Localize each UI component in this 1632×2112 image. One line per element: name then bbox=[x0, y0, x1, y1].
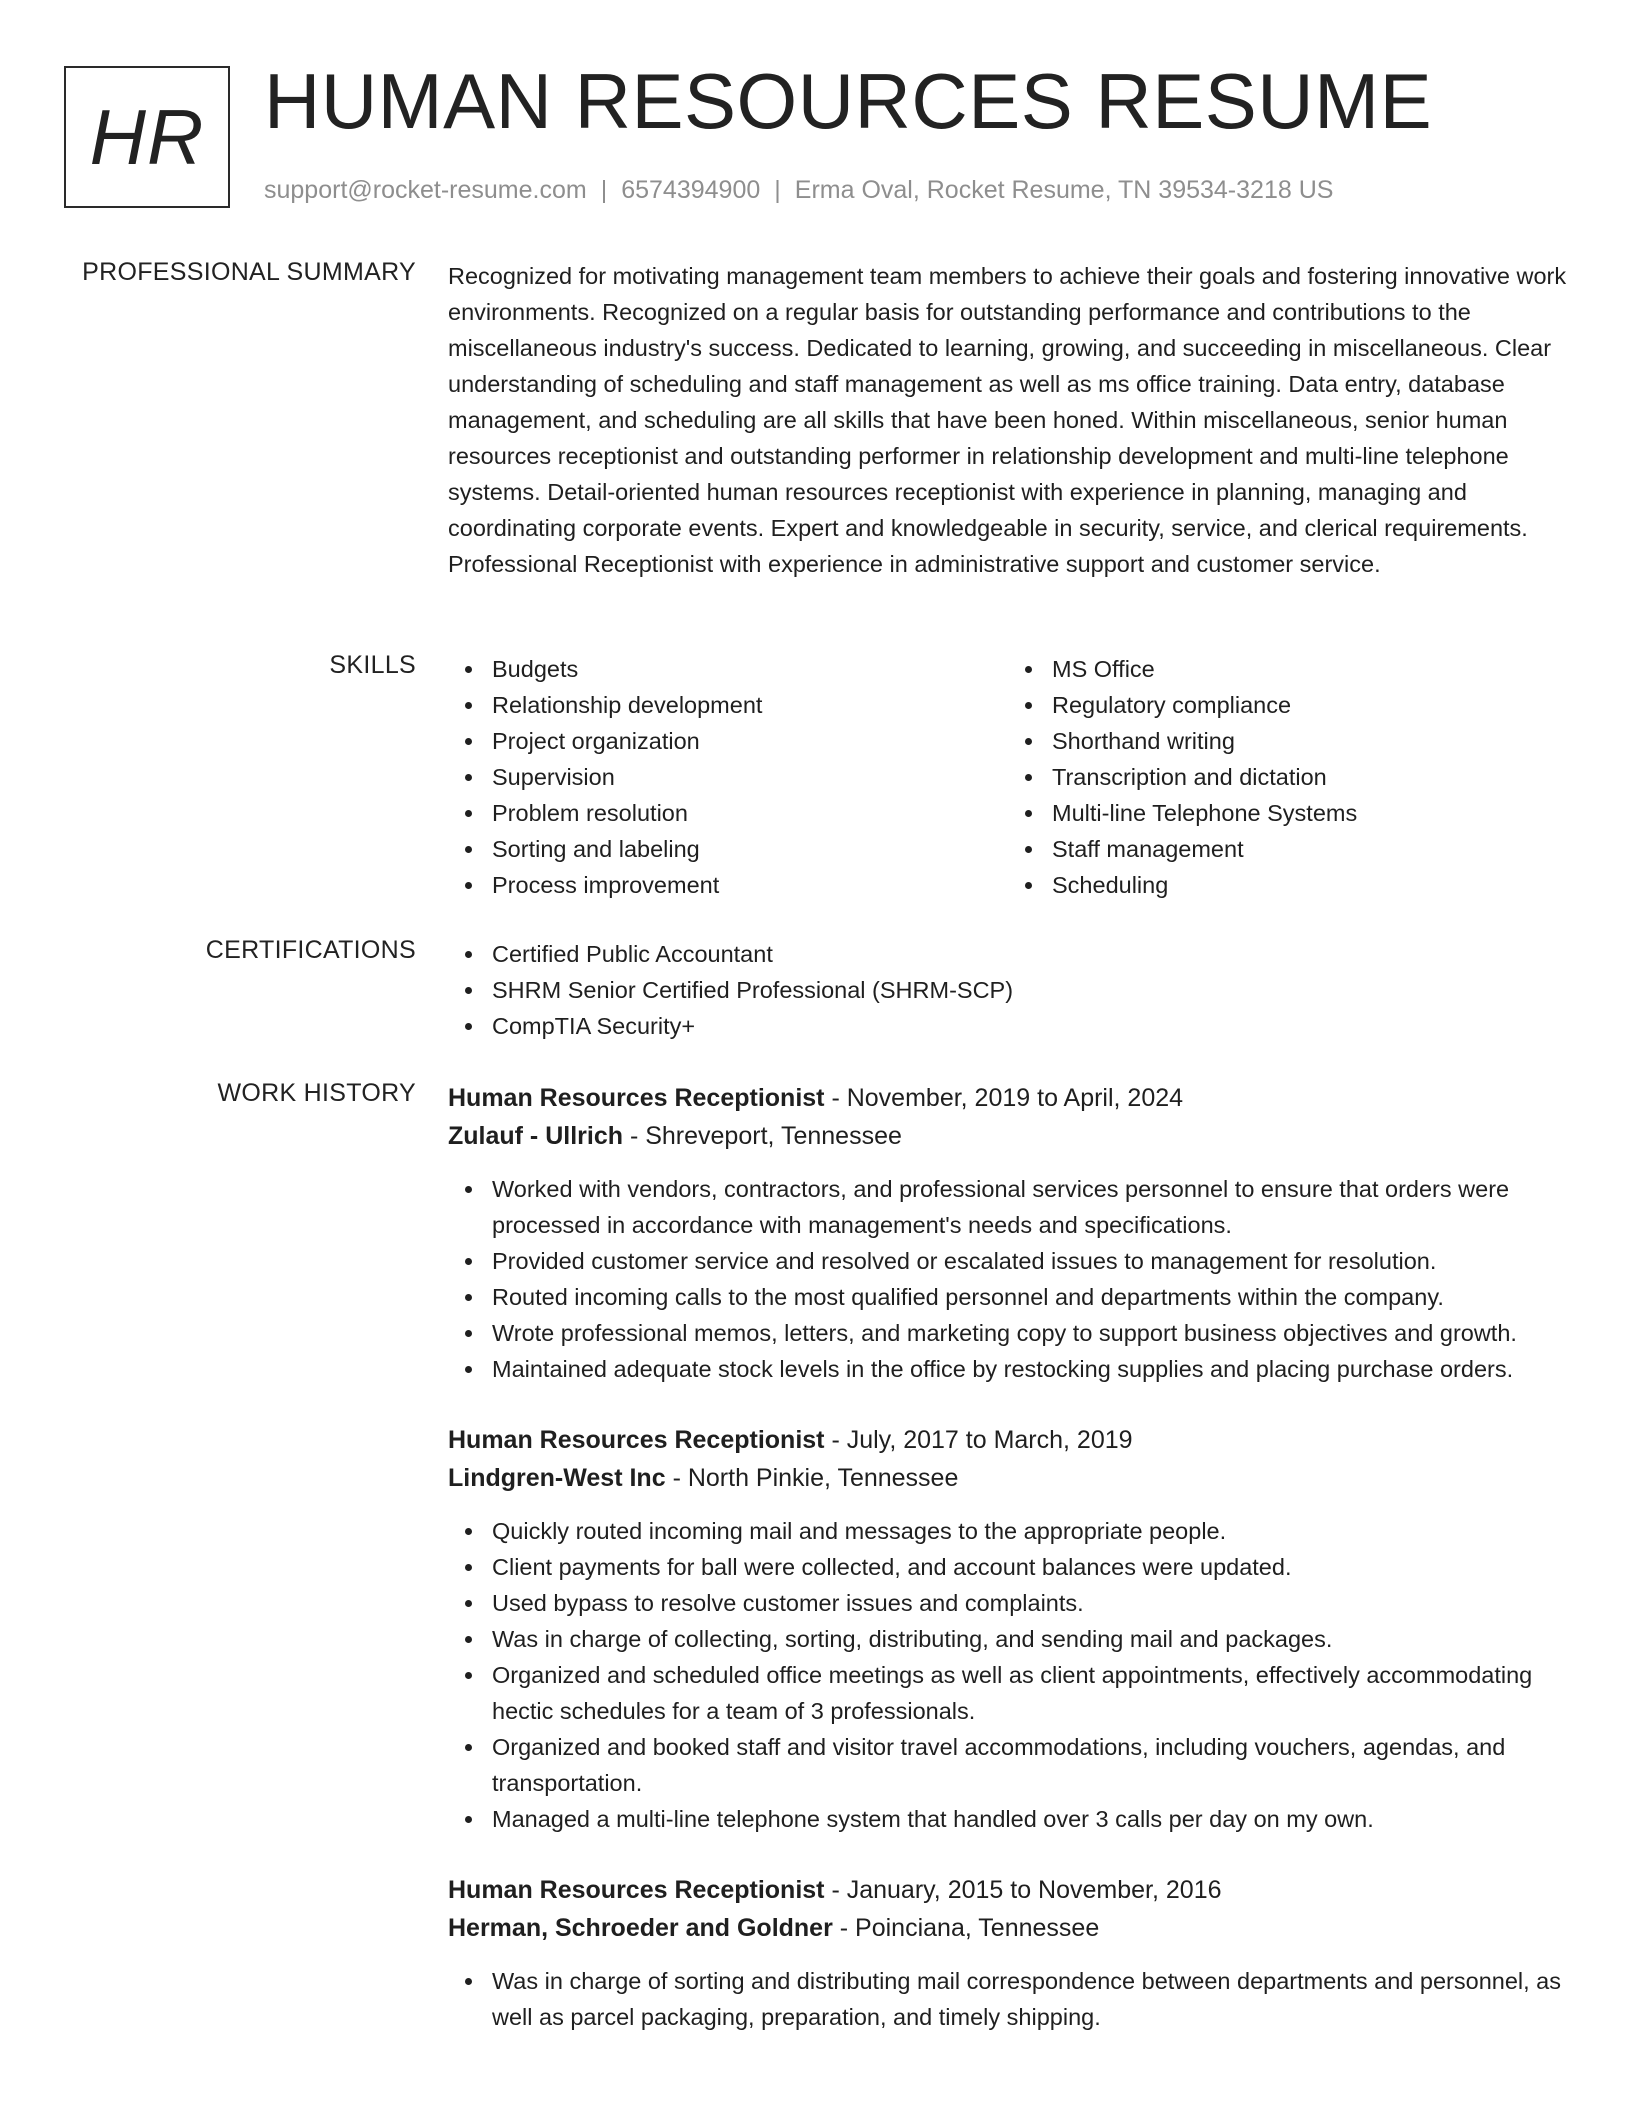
skill-item: Multi-line Telephone Systems bbox=[1052, 795, 1568, 831]
job-entry bbox=[448, 1871, 1568, 2035]
skill-item: Staff management bbox=[1052, 831, 1568, 867]
certification-item: Certified Public Accountant bbox=[492, 936, 1568, 972]
job-duty: Was in charge of sorting and distributing mail correspondence between departments and personnel, as well as parcel packaging, preparation, and timely shipping. bbox=[492, 1963, 1568, 2035]
skill-item: Process improvement bbox=[492, 867, 1008, 903]
skill-item: Relationship development bbox=[492, 687, 1008, 723]
job-dates: - November, 2019 to April, 2024 bbox=[831, 1084, 1184, 1112]
contact-separator: | bbox=[774, 176, 781, 204]
job-duty: Maintained adequate stock levels in the office by restocking supplies and placing purchase orders. bbox=[492, 1351, 1568, 1387]
skills-heading: SKILLS bbox=[329, 651, 416, 679]
job-title-line bbox=[448, 1421, 1568, 1459]
contact-line bbox=[264, 176, 1333, 205]
job-title: Human Resources Receptionist bbox=[448, 1876, 825, 1904]
skills-columns bbox=[448, 651, 1568, 903]
monogram-text: HR bbox=[89, 92, 205, 181]
skills-list-left bbox=[448, 651, 1008, 903]
job-duty: Quickly routed incoming mail and messages to the appropriate people. bbox=[492, 1513, 1568, 1549]
job-location: - Shreveport, Tennessee bbox=[629, 1122, 902, 1150]
skills-list-right bbox=[1008, 651, 1568, 903]
summary-heading: PROFESSIONAL SUMMARY bbox=[82, 258, 416, 286]
job-duty: Was in charge of collecting, sorting, distributing, and sending mail and packages. bbox=[492, 1621, 1568, 1657]
summary-body bbox=[448, 258, 1568, 582]
skill-item: Sorting and labeling bbox=[492, 831, 1008, 867]
job-title: Human Resources Receptionist bbox=[448, 1084, 825, 1112]
job-location: - Poinciana, Tennessee bbox=[839, 1914, 1100, 1942]
contact-phone: 6574394900 bbox=[621, 176, 761, 204]
skill-item: Transcription and dictation bbox=[1052, 759, 1568, 795]
certification-item: CompTIA Security+ bbox=[492, 1008, 1568, 1044]
skill-item: Shorthand writing bbox=[1052, 723, 1568, 759]
job-company: Lindgren-West Inc bbox=[448, 1464, 666, 1492]
certification-item: SHRM Senior Certified Professional (SHRM-SCP) bbox=[492, 972, 1568, 1008]
job-duty: Worked with vendors, contractors, and professional services personnel to ensure that orders were processed in accordance with management's needs and specifications. bbox=[492, 1171, 1568, 1243]
job-title: Human Resources Receptionist bbox=[448, 1426, 825, 1454]
certifications-heading: CERTIFICATIONS bbox=[205, 936, 416, 964]
contact-separator: | bbox=[600, 176, 608, 204]
job-company-line bbox=[448, 1117, 1568, 1155]
monogram-logo bbox=[64, 66, 230, 208]
job-dates: - July, 2017 to March, 2019 bbox=[831, 1426, 1133, 1454]
work-history-heading: WORK HISTORY bbox=[217, 1079, 416, 1107]
job-duty: Managed a multi-line telephone system that handled over 3 calls per day on my own. bbox=[492, 1801, 1568, 1837]
job-duty: Wrote professional memos, letters, and marketing copy to support business objectives and growth. bbox=[492, 1315, 1568, 1351]
job-duty: Organized and booked staff and visitor travel accommodations, including vouchers, agendas, and transportation. bbox=[492, 1729, 1568, 1801]
job-duty: Routed incoming calls to the most qualified personnel and departments within the company. bbox=[492, 1279, 1568, 1315]
work-history-body bbox=[448, 1079, 1568, 2069]
skill-item: Regulatory compliance bbox=[1052, 687, 1568, 723]
job-company: Herman, Schroeder and Goldner bbox=[448, 1914, 833, 1942]
job-duty: Client payments for ball were collected, and account balances were updated. bbox=[492, 1549, 1568, 1585]
job-duties-list bbox=[448, 1513, 1568, 1837]
certifications-body bbox=[448, 936, 1568, 1044]
job-duty: Used bypass to resolve customer issues and complaints. bbox=[492, 1585, 1568, 1621]
skill-item: Scheduling bbox=[1052, 867, 1568, 903]
job-duty: Organized and scheduled office meetings as well as client appointments, effectively accommodating hectic schedules for a team of 3 professionals. bbox=[492, 1657, 1568, 1729]
resume-title: HUMAN RESOURCES RESUME bbox=[264, 57, 1433, 145]
contact-email: support@rocket-resume.com bbox=[264, 176, 587, 204]
skill-item: Budgets bbox=[492, 651, 1008, 687]
contact-address: Erma Oval, Rocket Resume, TN 39534-3218 US bbox=[794, 176, 1334, 204]
job-duty: Provided customer service and resolved or escalated issues to management for resolution. bbox=[492, 1243, 1568, 1279]
job-entry bbox=[448, 1421, 1568, 1837]
certifications-list bbox=[448, 936, 1568, 1044]
skill-item: Supervision bbox=[492, 759, 1008, 795]
job-location: - North Pinkie, Tennessee bbox=[672, 1464, 959, 1492]
job-entry bbox=[448, 1079, 1568, 1387]
skill-item: Project organization bbox=[492, 723, 1008, 759]
job-company-line bbox=[448, 1459, 1568, 1497]
job-dates: - January, 2015 to November, 2016 bbox=[831, 1876, 1222, 1904]
job-duties-list bbox=[448, 1171, 1568, 1387]
skill-item: Problem resolution bbox=[492, 795, 1008, 831]
job-duties-list bbox=[448, 1963, 1568, 2035]
job-title-line bbox=[448, 1871, 1568, 1909]
skills-body bbox=[448, 651, 1568, 903]
job-title-line bbox=[448, 1079, 1568, 1117]
skill-item: MS Office bbox=[1052, 651, 1568, 687]
job-company-line bbox=[448, 1909, 1568, 1947]
summary-text: Recognized for motivating management team members to achieve their goals and fostering innovative work environments. Recognized on a regular basis for outstanding performance and contributions to the miscellaneous industry's success. Dedicated to learning, growing, and succeeding in miscellaneous. Clear understanding of scheduling and staff management as well as ms office training. Data entry, database management, and scheduling are all skills that have been honed. Within miscellaneous, senior human resources receptionist and outstanding performer in relationship development and multi-line telephone systems. Detail-oriented human resources receptionist with experience in planning, managing and coordinating corporate events. Expert and knowledgeable in security, service, and clerical requirements. Professional Receptionist with experience in administrative support and customer service. bbox=[448, 263, 1567, 577]
job-company: Zulauf - Ullrich bbox=[448, 1122, 623, 1150]
